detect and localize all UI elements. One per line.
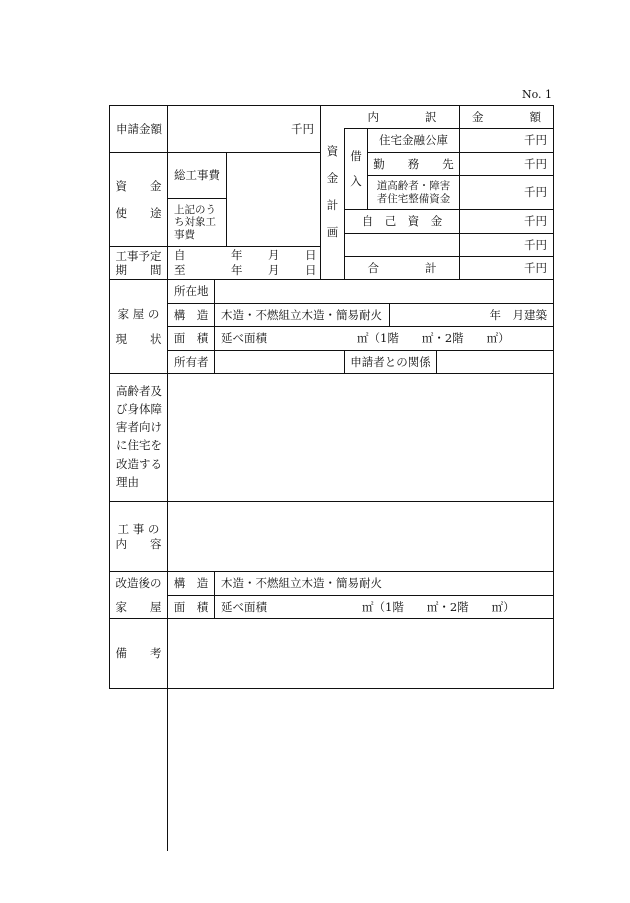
amount-unit: 千円	[524, 260, 547, 275]
amount-prefecture-field[interactable]	[460, 176, 553, 209]
work-label-bottom: 内 容	[115, 536, 162, 551]
schedule-label-bottom: 期 間	[115, 263, 162, 277]
schedule-from-year: 年	[231, 248, 243, 263]
total-cost-field[interactable]	[227, 153, 320, 198]
relation-label: 申請者との関係	[350, 354, 431, 369]
funding-plan-label: 資 金 計 画	[326, 144, 339, 240]
house-after-label-bottom: 家 屋	[115, 599, 162, 614]
after-structure-value[interactable]: 木造・不燃組立木造・簡易耐火	[221, 576, 382, 591]
amount-unit: 千円	[524, 133, 547, 148]
page-number: No. 1	[521, 88, 552, 101]
own-funds-label: 自 己 資 金	[361, 214, 443, 229]
work-label-top: 工 事 の	[117, 522, 160, 537]
borrow-item-prefecture: 道高齢者・障害 者住宅整備資金	[376, 180, 451, 205]
amount-kinyukoko-field[interactable]	[460, 129, 553, 152]
house-current-label-top: 家 屋 の	[117, 307, 160, 322]
area-value: 延べ面積	[221, 331, 267, 346]
relation-field[interactable]	[437, 351, 553, 373]
schedule-from-label: 自	[174, 248, 186, 263]
owner-label: 所有者	[174, 354, 209, 369]
after-area-label: 面 積	[173, 599, 209, 614]
application-amount-field[interactable]	[168, 106, 320, 152]
schedule-from-day: 日	[305, 248, 317, 263]
amount-own-funds-field[interactable]	[460, 210, 553, 233]
after-area-detail[interactable]: ㎡（1階 ㎡・2階 ㎡）	[362, 599, 515, 614]
amount-unit: 千円	[524, 156, 547, 171]
schedule-to-year: 年	[231, 263, 243, 278]
after-structure-label: 構 造	[173, 576, 209, 591]
amount-blank-field[interactable]	[460, 234, 553, 256]
borrowing-label: 借 入	[350, 149, 362, 189]
work-label	[110, 502, 167, 571]
funds-usage-label-top: 資 金	[115, 179, 162, 194]
schedule-from-month: 月	[268, 248, 280, 263]
owner-field[interactable]	[215, 351, 344, 373]
schedule-to-day: 日	[305, 263, 317, 278]
plan-total-label: 合 計	[367, 260, 437, 275]
borrow-item-kinyukoko: 住宅金融公庫	[379, 133, 448, 148]
funds-usage-label-bottom: 使 途	[115, 205, 162, 220]
application-amount-label: 申請金額	[116, 121, 162, 136]
area-label: 面 積	[173, 331, 209, 346]
house-current-label-bottom: 現 状	[115, 331, 162, 346]
schedule-to-label: 至	[174, 263, 186, 278]
amount-employer-field[interactable]	[460, 153, 553, 175]
funds-usage-label	[110, 153, 167, 246]
application-amount-unit: 千円	[291, 121, 314, 136]
plan-blank-item[interactable]	[345, 234, 459, 256]
area-detail[interactable]: ㎡（1階 ㎡・2階 ㎡）	[357, 331, 510, 346]
total-cost-label: 総工事費	[174, 168, 220, 183]
amount-total-field[interactable]	[460, 257, 553, 279]
built-year-field[interactable]: 年 月建築	[489, 307, 547, 322]
target-cost-field[interactable]	[227, 199, 320, 246]
structure-label: 構 造	[173, 307, 209, 322]
location-field[interactable]	[215, 280, 553, 303]
amount-unit: 千円	[524, 214, 547, 229]
target-cost-label: 上記のう ち対象工 事費	[174, 204, 216, 241]
reason-label: 高齢者及 び身体障 害者向け に住宅を 改造する 理由	[116, 384, 162, 489]
house-current-label	[110, 280, 167, 373]
borrow-item-employer: 勤 務 先	[373, 156, 454, 171]
breakdown-header: 内 訳	[367, 109, 437, 124]
schedule-label	[110, 247, 167, 279]
after-area-value: 延べ面積	[221, 599, 267, 614]
location-label: 所在地	[174, 284, 209, 299]
schedule-label-top: 工事予定	[115, 248, 162, 263]
remarks-field[interactable]	[168, 619, 553, 688]
remarks-label: 備 考	[115, 646, 162, 661]
house-after-label-top: 改造後の	[115, 576, 162, 591]
structure-value[interactable]: 木造・不燃組立木造・簡易耐火	[221, 307, 382, 322]
reason-field[interactable]	[168, 374, 553, 501]
work-field[interactable]	[168, 502, 553, 571]
amount-header: 金 額	[472, 109, 541, 124]
schedule-to-month: 月	[268, 263, 280, 278]
amount-unit: 千円	[524, 237, 547, 252]
amount-unit: 千円	[524, 185, 547, 200]
